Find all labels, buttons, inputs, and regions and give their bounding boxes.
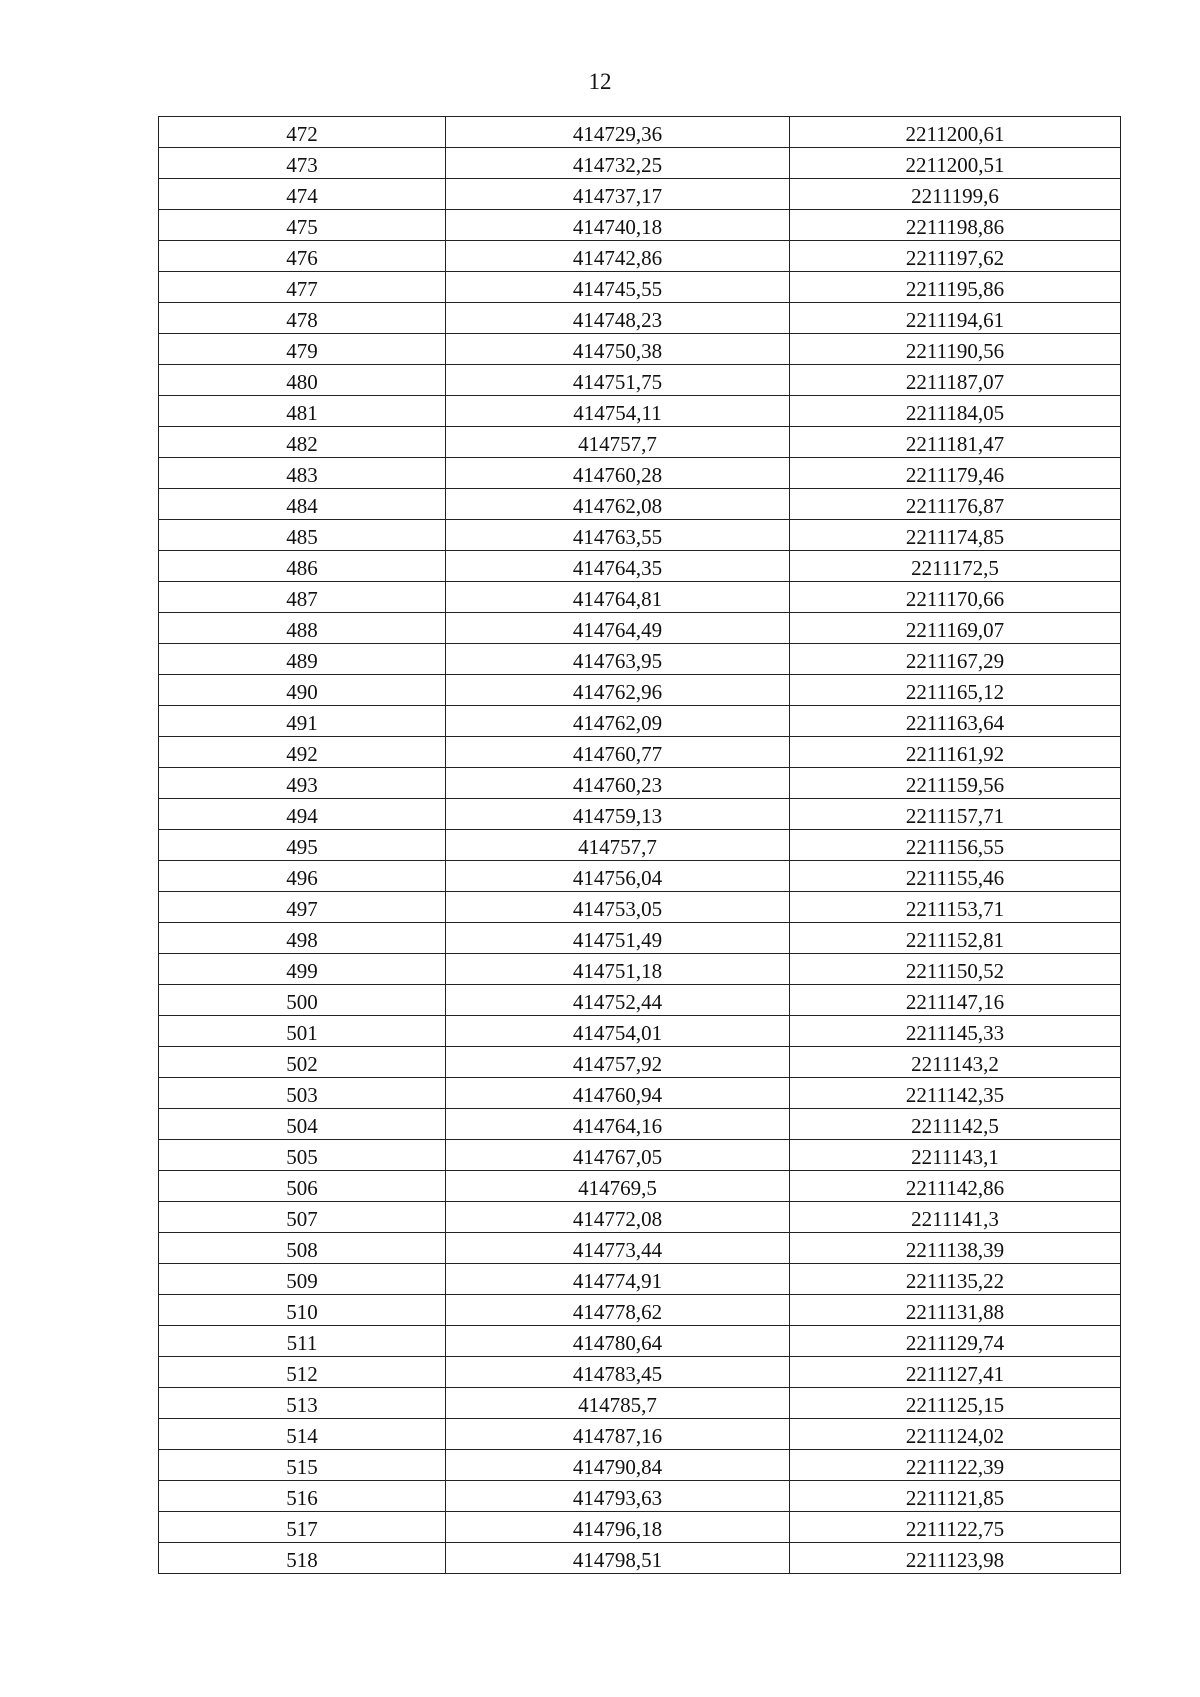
x-coordinate-cell: 414780,64	[446, 1326, 790, 1357]
table-row	[159, 365, 1121, 396]
y-coordinate-cell: 2211142,5	[790, 1109, 1121, 1140]
table-row	[159, 1543, 1121, 1574]
x-coordinate-cell: 414764,16	[446, 1109, 790, 1140]
x-coordinate-cell: 414742,86	[446, 241, 790, 272]
x-coordinate-cell: 414737,17	[446, 179, 790, 210]
table-row	[159, 861, 1121, 892]
table-row	[159, 954, 1121, 985]
y-coordinate-cell: 2211181,47	[790, 427, 1121, 458]
point-number-cell: 506	[159, 1171, 446, 1202]
x-coordinate-cell: 414760,77	[446, 737, 790, 768]
y-coordinate-cell: 2211163,64	[790, 706, 1121, 737]
table-row	[159, 334, 1121, 365]
x-coordinate-cell: 414760,94	[446, 1078, 790, 1109]
y-coordinate-cell: 2211131,88	[790, 1295, 1121, 1326]
y-coordinate-cell: 2211122,39	[790, 1450, 1121, 1481]
point-number-cell: 499	[159, 954, 446, 985]
x-coordinate-cell: 414793,63	[446, 1481, 790, 1512]
y-coordinate-cell: 2211157,71	[790, 799, 1121, 830]
x-coordinate-cell: 414764,35	[446, 551, 790, 582]
point-number-cell: 513	[159, 1388, 446, 1419]
table-row	[159, 892, 1121, 923]
x-coordinate-cell: 414759,13	[446, 799, 790, 830]
point-number-cell: 509	[159, 1264, 446, 1295]
coordinates-table	[158, 116, 1121, 1574]
table-row	[159, 1450, 1121, 1481]
table-row	[159, 644, 1121, 675]
point-number-cell: 510	[159, 1295, 446, 1326]
x-coordinate-cell: 414790,84	[446, 1450, 790, 1481]
y-coordinate-cell: 2211172,5	[790, 551, 1121, 582]
y-coordinate-cell: 2211194,61	[790, 303, 1121, 334]
table-row	[159, 737, 1121, 768]
y-coordinate-cell: 2211200,51	[790, 148, 1121, 179]
y-coordinate-cell: 2211129,74	[790, 1326, 1121, 1357]
table-row	[159, 1202, 1121, 1233]
point-number-cell: 503	[159, 1078, 446, 1109]
point-number-cell: 502	[159, 1047, 446, 1078]
y-coordinate-cell: 2211190,56	[790, 334, 1121, 365]
table-row	[159, 427, 1121, 458]
x-coordinate-cell: 414748,23	[446, 303, 790, 334]
x-coordinate-cell: 414796,18	[446, 1512, 790, 1543]
x-coordinate-cell: 414754,01	[446, 1016, 790, 1047]
table-row	[159, 923, 1121, 954]
y-coordinate-cell: 2211125,15	[790, 1388, 1121, 1419]
point-number-cell: 482	[159, 427, 446, 458]
x-coordinate-cell: 414772,08	[446, 1202, 790, 1233]
table-row	[159, 272, 1121, 303]
page-number: 12	[588, 69, 612, 94]
x-coordinate-cell: 414751,49	[446, 923, 790, 954]
table-row	[159, 582, 1121, 613]
x-coordinate-cell: 414754,11	[446, 396, 790, 427]
table-row	[159, 148, 1121, 179]
y-coordinate-cell: 2211153,71	[790, 892, 1121, 923]
point-number-cell: 512	[159, 1357, 446, 1388]
x-coordinate-cell: 414774,91	[446, 1264, 790, 1295]
point-number-cell: 517	[159, 1512, 446, 1543]
point-number-cell: 511	[159, 1326, 446, 1357]
y-coordinate-cell: 2211174,85	[790, 520, 1121, 551]
x-coordinate-cell: 414762,09	[446, 706, 790, 737]
y-coordinate-cell: 2211176,87	[790, 489, 1121, 520]
table-row	[159, 1140, 1121, 1171]
y-coordinate-cell: 2211147,16	[790, 985, 1121, 1016]
x-coordinate-cell: 414757,92	[446, 1047, 790, 1078]
y-coordinate-cell: 2211155,46	[790, 861, 1121, 892]
table-row	[159, 551, 1121, 582]
table-row	[159, 1419, 1121, 1450]
table-row	[159, 613, 1121, 644]
x-coordinate-cell: 414762,96	[446, 675, 790, 706]
table-row	[159, 1357, 1121, 1388]
table-row	[159, 1016, 1121, 1047]
y-coordinate-cell: 2211123,98	[790, 1543, 1121, 1574]
y-coordinate-cell: 2211143,2	[790, 1047, 1121, 1078]
table-row	[159, 799, 1121, 830]
x-coordinate-cell: 414798,51	[446, 1543, 790, 1574]
x-coordinate-cell: 414763,95	[446, 644, 790, 675]
x-coordinate-cell: 414769,5	[446, 1171, 790, 1202]
x-coordinate-cell: 414785,7	[446, 1388, 790, 1419]
point-number-cell: 505	[159, 1140, 446, 1171]
x-coordinate-cell: 414764,81	[446, 582, 790, 613]
point-number-cell: 473	[159, 148, 446, 179]
x-coordinate-cell: 414757,7	[446, 830, 790, 861]
point-number-cell: 490	[159, 675, 446, 706]
x-coordinate-cell: 414760,23	[446, 768, 790, 799]
point-number-cell: 500	[159, 985, 446, 1016]
y-coordinate-cell: 2211199,6	[790, 179, 1121, 210]
y-coordinate-cell: 2211150,52	[790, 954, 1121, 985]
x-coordinate-cell: 414762,08	[446, 489, 790, 520]
y-coordinate-cell: 2211143,1	[790, 1140, 1121, 1171]
y-coordinate-cell: 2211184,05	[790, 396, 1121, 427]
x-coordinate-cell: 414767,05	[446, 1140, 790, 1171]
y-coordinate-cell: 2211169,07	[790, 613, 1121, 644]
table-row	[159, 396, 1121, 427]
table-row	[159, 1326, 1121, 1357]
point-number-cell: 489	[159, 644, 446, 675]
x-coordinate-cell: 414787,16	[446, 1419, 790, 1450]
point-number-cell: 516	[159, 1481, 446, 1512]
table-row	[159, 675, 1121, 706]
x-coordinate-cell: 414740,18	[446, 210, 790, 241]
table-row	[159, 1047, 1121, 1078]
y-coordinate-cell: 2211161,92	[790, 737, 1121, 768]
y-coordinate-cell: 2211200,61	[790, 117, 1121, 148]
point-number-cell: 481	[159, 396, 446, 427]
y-coordinate-cell: 2211142,35	[790, 1078, 1121, 1109]
y-coordinate-cell: 2211179,46	[790, 458, 1121, 489]
point-number-cell: 477	[159, 272, 446, 303]
x-coordinate-cell: 414751,18	[446, 954, 790, 985]
point-number-cell: 496	[159, 861, 446, 892]
table-row	[159, 1171, 1121, 1202]
y-coordinate-cell: 2211121,85	[790, 1481, 1121, 1512]
table-row	[159, 768, 1121, 799]
y-coordinate-cell: 2211141,3	[790, 1202, 1121, 1233]
table-row	[159, 1481, 1121, 1512]
x-coordinate-cell: 414745,55	[446, 272, 790, 303]
point-number-cell: 493	[159, 768, 446, 799]
table-row	[159, 520, 1121, 551]
table-row	[159, 303, 1121, 334]
point-number-cell: 476	[159, 241, 446, 272]
point-number-cell: 497	[159, 892, 446, 923]
point-number-cell: 472	[159, 117, 446, 148]
x-coordinate-cell: 414751,75	[446, 365, 790, 396]
x-coordinate-cell: 414752,44	[446, 985, 790, 1016]
x-coordinate-cell: 414756,04	[446, 861, 790, 892]
table-row	[159, 1078, 1121, 1109]
x-coordinate-cell: 414760,28	[446, 458, 790, 489]
y-coordinate-cell: 2211187,07	[790, 365, 1121, 396]
point-number-cell: 491	[159, 706, 446, 737]
point-number-cell: 508	[159, 1233, 446, 1264]
table-row	[159, 1233, 1121, 1264]
table-row	[159, 241, 1121, 272]
y-coordinate-cell: 2211122,75	[790, 1512, 1121, 1543]
point-number-cell: 515	[159, 1450, 446, 1481]
point-number-cell: 495	[159, 830, 446, 861]
point-number-cell: 474	[159, 179, 446, 210]
point-number-cell: 479	[159, 334, 446, 365]
y-coordinate-cell: 2211124,02	[790, 1419, 1121, 1450]
table-row	[159, 830, 1121, 861]
x-coordinate-cell: 414757,7	[446, 427, 790, 458]
point-number-cell: 492	[159, 737, 446, 768]
x-coordinate-cell: 414729,36	[446, 117, 790, 148]
table-row	[159, 1512, 1121, 1543]
y-coordinate-cell: 2211198,86	[790, 210, 1121, 241]
point-number-cell: 514	[159, 1419, 446, 1450]
table-row	[159, 117, 1121, 148]
point-number-cell: 475	[159, 210, 446, 241]
y-coordinate-cell: 2211165,12	[790, 675, 1121, 706]
point-number-cell: 480	[159, 365, 446, 396]
table-row	[159, 1109, 1121, 1140]
point-number-cell: 483	[159, 458, 446, 489]
x-coordinate-cell: 414783,45	[446, 1357, 790, 1388]
coordinates-table-body	[159, 117, 1121, 1574]
point-number-cell: 478	[159, 303, 446, 334]
table-row	[159, 489, 1121, 520]
x-coordinate-cell: 414763,55	[446, 520, 790, 551]
point-number-cell: 501	[159, 1016, 446, 1047]
table-row	[159, 1295, 1121, 1326]
point-number-cell: 485	[159, 520, 446, 551]
point-number-cell: 494	[159, 799, 446, 830]
y-coordinate-cell: 2211145,33	[790, 1016, 1121, 1047]
y-coordinate-cell: 2211152,81	[790, 923, 1121, 954]
y-coordinate-cell: 2211135,22	[790, 1264, 1121, 1295]
point-number-cell: 488	[159, 613, 446, 644]
y-coordinate-cell: 2211156,55	[790, 830, 1121, 861]
point-number-cell: 487	[159, 582, 446, 613]
y-coordinate-cell: 2211142,86	[790, 1171, 1121, 1202]
y-coordinate-cell: 2211127,41	[790, 1357, 1121, 1388]
point-number-cell: 507	[159, 1202, 446, 1233]
y-coordinate-cell: 2211195,86	[790, 272, 1121, 303]
table-row	[159, 1264, 1121, 1295]
table-row	[159, 985, 1121, 1016]
point-number-cell: 504	[159, 1109, 446, 1140]
y-coordinate-cell: 2211197,62	[790, 241, 1121, 272]
point-number-cell: 498	[159, 923, 446, 954]
table-row	[159, 1388, 1121, 1419]
table-row	[159, 706, 1121, 737]
x-coordinate-cell: 414773,44	[446, 1233, 790, 1264]
x-coordinate-cell: 414732,25	[446, 148, 790, 179]
point-number-cell: 484	[159, 489, 446, 520]
x-coordinate-cell: 414764,49	[446, 613, 790, 644]
point-number-cell: 518	[159, 1543, 446, 1574]
table-row	[159, 458, 1121, 489]
x-coordinate-cell: 414778,62	[446, 1295, 790, 1326]
y-coordinate-cell: 2211167,29	[790, 644, 1121, 675]
y-coordinate-cell: 2211170,66	[790, 582, 1121, 613]
x-coordinate-cell: 414753,05	[446, 892, 790, 923]
y-coordinate-cell: 2211138,39	[790, 1233, 1121, 1264]
table-row	[159, 210, 1121, 241]
table-row	[159, 179, 1121, 210]
point-number-cell: 486	[159, 551, 446, 582]
y-coordinate-cell: 2211159,56	[790, 768, 1121, 799]
x-coordinate-cell: 414750,38	[446, 334, 790, 365]
